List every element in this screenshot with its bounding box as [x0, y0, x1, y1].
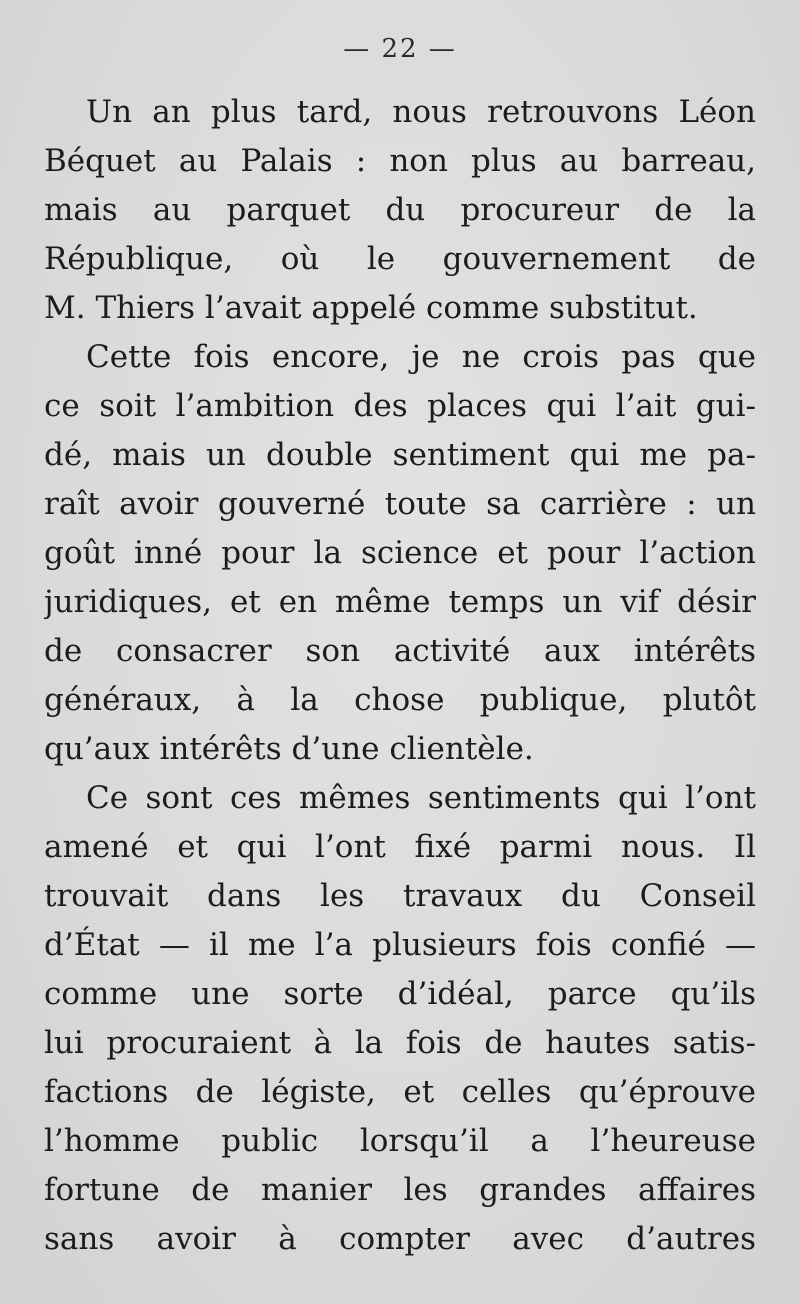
text-line: mais au parquet du procureur de la	[44, 192, 756, 228]
text-line: Béquet au Palais : non plus au barreau,	[44, 143, 756, 179]
text-line: lui procuraient à la fois de hautes satis-	[44, 1025, 756, 1061]
text-line: dé, mais un double sentiment qui me pa-	[44, 437, 756, 473]
text-line: amené et qui l’ont fixé parmi nous. Il	[44, 829, 756, 865]
text-line: sans avoir à compter avec d’autres	[44, 1221, 756, 1257]
text-line: juridiques, et en même temps un vif désir	[44, 584, 756, 620]
page-number: — 22 —	[343, 34, 457, 64]
text-line: Ce sont ces mêmes sentiments qui l’ont	[86, 780, 756, 816]
text-line: M. Thiers l’avait appelé comme substitut.	[44, 290, 698, 326]
text-line: de consacrer son activité aux intérêts	[44, 633, 756, 669]
text-line: Un an plus tard, nous retrouvons Léon	[86, 94, 756, 130]
text-line: généraux, à la chose publique, plutôt	[44, 682, 756, 718]
text-line: factions de légiste, et celles qu’éprouve	[44, 1074, 756, 1110]
text-line: République, où le gouvernement de	[44, 241, 756, 277]
text-line: raît avoir gouverné toute sa carrière : un	[44, 486, 756, 522]
text-line: qu’aux intérêts d’une clientèle.	[44, 731, 534, 767]
text-line: comme une sorte d’idéal, parce qu’ils	[44, 976, 756, 1012]
text-line: goût inné pour la science et pour l’action	[44, 535, 756, 571]
text-line: Cette fois encore, je ne crois pas que	[86, 339, 756, 375]
text-line: fortune de manier les grandes affaires	[44, 1172, 756, 1208]
body-text	[44, 88, 756, 1264]
text-line: l’homme public lorsqu’il a l’heureuse	[44, 1123, 756, 1159]
text-line: d’État — il me l’a plusieurs fois confié —	[44, 927, 756, 963]
text-line: ce soit l’ambition des places qui l’ait gui-	[44, 388, 756, 424]
text-line: trouvait dans les travaux du Conseil	[44, 878, 756, 914]
